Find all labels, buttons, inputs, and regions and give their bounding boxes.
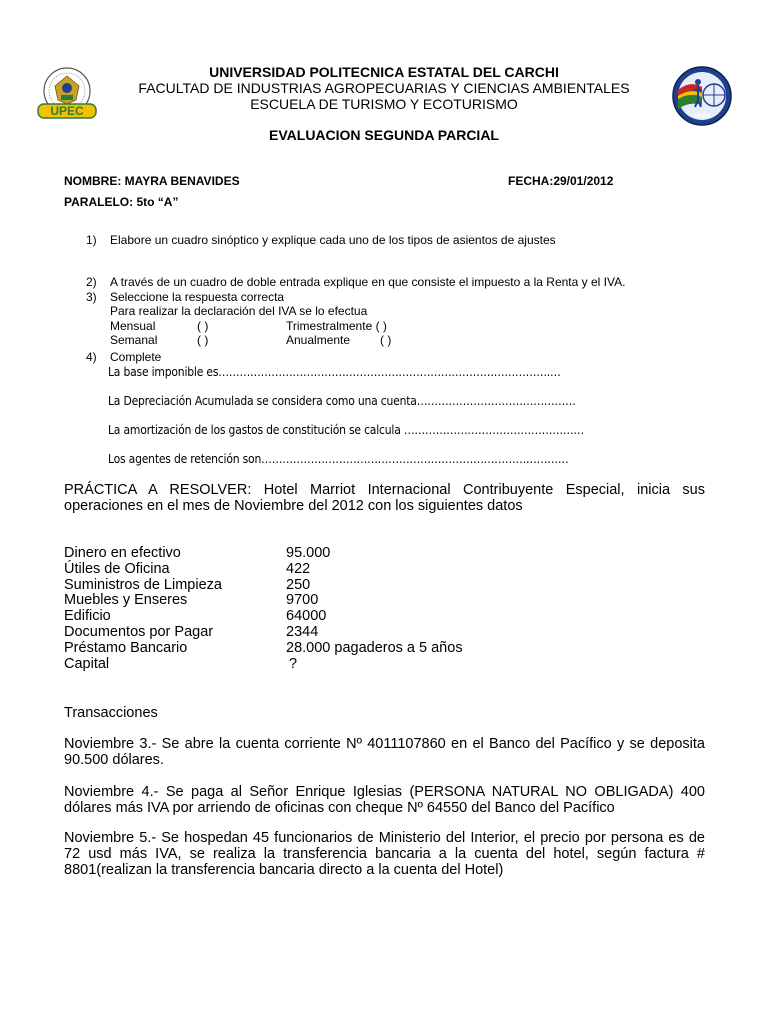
practice-intro: PRÁCTICA A RESOLVER: Hotel Marriot Internacional Contribuyente Especial, inicia sus operaciones en el mes de Noviembre del 2012 con los siguientes datos: [64, 482, 705, 514]
item-value: 95.000: [286, 545, 331, 561]
q1-number: 1): [86, 233, 97, 247]
option-trimestral[interactable]: Trimestralmente ( ): [286, 319, 387, 333]
section-label: PARALELO: 5to “A”: [64, 195, 179, 209]
option-semanal-box[interactable]: ( ): [197, 333, 209, 347]
q3-text: Seleccione la respuesta correcta: [110, 290, 285, 304]
transaction-1: Noviembre 3.- Se abre la cuenta corriente Nº 4011107860 en el Banco del Pacífico y se deposita 90.500 dólares.: [64, 736, 705, 768]
item-label: Útiles de Oficina: [64, 560, 170, 577]
item-value: 422: [286, 560, 311, 577]
item-value: 64000: [286, 608, 327, 625]
q3-prompt: Para realizar la declaración del IVA se lo efectua: [110, 304, 368, 318]
item-label: Dinero en efectivo: [64, 545, 181, 561]
faculty-name: FACULTAD DE INDUSTRIAS AGROPECUARIAS Y CIENCIAS AMBIENTALES: [138, 80, 630, 96]
q3-number: 3): [86, 290, 97, 304]
q4-line-4: Los agentes de retención son……………………………………………………………………………: [108, 452, 569, 466]
option-semanal-label: Semanal: [110, 333, 158, 347]
q2-text: A través de un cuadro de doble entrada explique en que consiste el impuesto a la Renta y el IVA.: [110, 275, 626, 289]
q4-line-3: La amortización de los gastos de constitución se calcula ……………………………………………: [108, 423, 585, 437]
list-item: [64, 561, 484, 577]
university-name: UNIVERSIDAD POLITECNICA ESTATAL DEL CARCHI: [209, 64, 559, 80]
q4-line-2: La Depreciación Acumulada se considera como una cuenta………………………………………: [108, 394, 576, 408]
q1-text: Elabore un cuadro sinóptico y explique cada uno de los tipos de asientos de ajustes: [110, 233, 556, 247]
list-item: [64, 577, 484, 593]
list-item: [64, 640, 484, 656]
item-label: Documentos por Pagar: [64, 623, 214, 640]
exam-title: EVALUACION SEGUNDA PARCIAL: [269, 127, 499, 143]
item-label: Préstamo Bancario: [64, 639, 188, 656]
q2-number: 2): [86, 275, 97, 289]
item-value: ?: [289, 655, 298, 672]
item-value: 9700: [286, 592, 319, 609]
option-anual-box[interactable]: ( ): [380, 333, 392, 347]
option-anual-label: Anualmente: [286, 333, 351, 347]
exam-date: FECHA:29/01/2012: [508, 174, 614, 188]
school-name: ESCUELA DE TURISMO Y ECOTURISMO: [250, 96, 518, 112]
left-logo-text: UPEC: [50, 104, 84, 118]
q4-line-1: La base imponible es………………………………………………………………………………….…: [108, 365, 561, 379]
list-item: [64, 545, 484, 561]
item-value: 2344: [286, 623, 319, 640]
transactions-heading: Transacciones: [64, 705, 158, 721]
list-item: [64, 624, 484, 640]
practice-data-list: [64, 545, 484, 671]
list-item: [64, 656, 484, 672]
item-value: 250: [286, 576, 311, 593]
item-label: Capital: [64, 655, 110, 672]
student-name: NOMBRE: MAYRA BENAVIDES: [64, 174, 240, 188]
item-label: Muebles y Enseres: [64, 592, 188, 609]
q4-number: 4): [86, 350, 97, 364]
option-mensual-box[interactable]: ( ): [197, 319, 209, 333]
transaction-3: Noviembre 5.- Se hospedan 45 funcionarios de Ministerio del Interior, el precio por persona es de 72 usd más IVA, se realiza la transferencia bancaria a la cuenta del hotel, según factura # 8801(realizan la transferencia bancaria directo a la cuenta del Hotel): [64, 830, 705, 878]
q4-text: Complete: [110, 350, 162, 364]
list-item: [64, 608, 484, 624]
right-logo-text: UPEC: [693, 114, 711, 120]
transaction-2: Noviembre 4.- Se paga al Señor Enrique Iglesias (PERSONA NATURAL NO OBLIGADA) 400 dólares más IVA por arriendo de oficinas con cheque Nº 64550 del Banco del Pacífico: [64, 784, 705, 816]
item-value: 28.000 pagaderos a 5 años: [286, 639, 463, 656]
item-label: Suministros de Limpieza: [64, 576, 222, 593]
item-label: Edificio: [64, 608, 111, 625]
list-item: [64, 592, 484, 608]
option-mensual-label: Mensual: [110, 319, 156, 333]
